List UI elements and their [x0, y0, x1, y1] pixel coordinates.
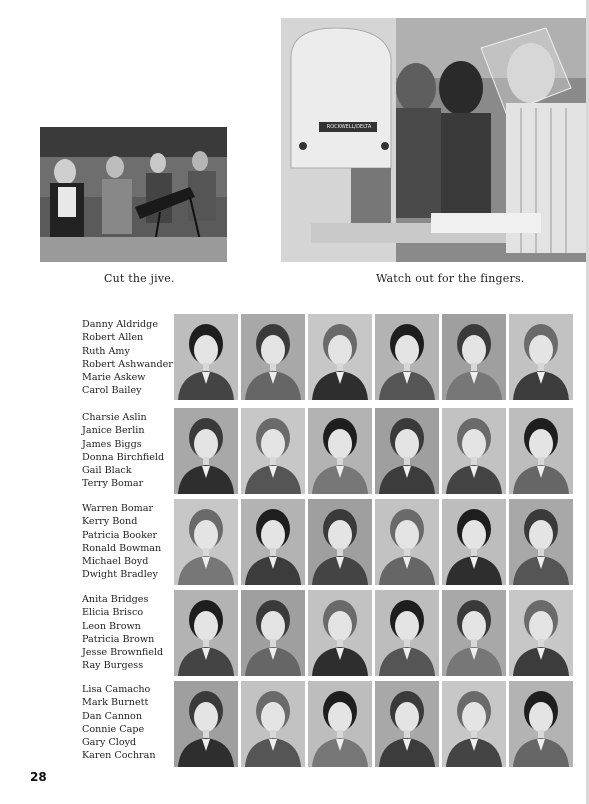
student-name: Lisa Camacho [82, 684, 151, 695]
bandsaw-shop-photo [281, 18, 587, 262]
student-portrait [174, 314, 238, 400]
bandsaw-photo-image [281, 18, 587, 262]
student-portrait [509, 408, 573, 494]
student-name: Kerry Bond [82, 516, 138, 528]
student-name: Dan Cannon [82, 710, 143, 722]
classroom-photo-caption: Cut the jive. [104, 272, 175, 285]
student-portrait [308, 590, 372, 676]
student-portrait [509, 314, 573, 400]
student-portrait [442, 681, 506, 767]
student-name: Gail Black [82, 465, 132, 477]
student-portrait [375, 681, 439, 767]
student-portrait [241, 314, 305, 400]
student-name: Michael Boyd [82, 556, 149, 568]
classroom-photo [40, 127, 227, 262]
student-portrait [174, 590, 238, 676]
student-name: Danny Aldridge [82, 319, 158, 330]
machine-label: ROCKWELL/DELTA [326, 124, 372, 130]
student-name: Charsie Aslin [82, 412, 147, 423]
student-name: Dwight Bradley [82, 569, 158, 581]
student-portrait [442, 408, 506, 494]
student-name: Mark Burnett [82, 697, 149, 709]
student-name: James Biggs [82, 438, 142, 450]
student-portrait [509, 590, 573, 676]
student-name: Terry Bomar [82, 478, 144, 490]
student-portrait [308, 408, 372, 494]
student-name: Ray Burgess [82, 660, 144, 672]
student-portrait [174, 408, 238, 494]
names-row-2 [82, 411, 174, 491]
student-name: Marie Askew [82, 372, 146, 384]
student-portrait [442, 590, 506, 676]
student-name: Gary Cloyd [82, 737, 137, 749]
student-portrait [308, 314, 372, 400]
names-row-4 [82, 593, 174, 673]
student-portrait [241, 590, 305, 676]
names-row-5 [82, 683, 174, 763]
student-name: Ronald Bowman [82, 542, 162, 554]
student-portrait [174, 499, 238, 585]
student-name: Leon Brown [82, 620, 141, 632]
student-portrait [442, 499, 506, 585]
student-name: Patricia Brown [82, 633, 155, 645]
student-name: Janice Berlin [82, 425, 145, 437]
page-number: 28 [30, 770, 47, 784]
student-portrait [375, 590, 439, 676]
student-portrait [375, 314, 439, 400]
student-name: Elicia Brisco [82, 607, 144, 619]
student-name: Connie Cape [82, 723, 145, 735]
student-name: Donna Birchfield [82, 451, 165, 463]
student-portrait [442, 314, 506, 400]
student-name: Robert Allen [82, 332, 144, 344]
student-portrait [241, 499, 305, 585]
student-portrait [174, 681, 238, 767]
student-portrait [308, 499, 372, 585]
student-portrait [509, 499, 573, 585]
names-row-3 [82, 502, 174, 582]
student-portrait [241, 408, 305, 494]
student-portrait [509, 681, 573, 767]
bandsaw-photo-caption: Watch out for the fingers. [376, 272, 525, 285]
names-row-1 [82, 318, 174, 398]
student-name: Carol Bailey [82, 385, 142, 397]
student-name: Ruth Amy [82, 345, 130, 357]
student-name: Karen Cochran [82, 750, 156, 762]
student-name: Anita Bridges [82, 594, 149, 605]
student-name: Patricia Booker [82, 529, 158, 541]
student-name: Jesse Brownfield [82, 647, 164, 659]
student-portrait [241, 681, 305, 767]
student-portrait [375, 408, 439, 494]
classroom-photo-image [40, 127, 227, 262]
student-name: Warren Bomar [82, 503, 154, 514]
student-portrait [308, 681, 372, 767]
student-portrait [375, 499, 439, 585]
student-name: Robert Ashwander [82, 358, 173, 370]
